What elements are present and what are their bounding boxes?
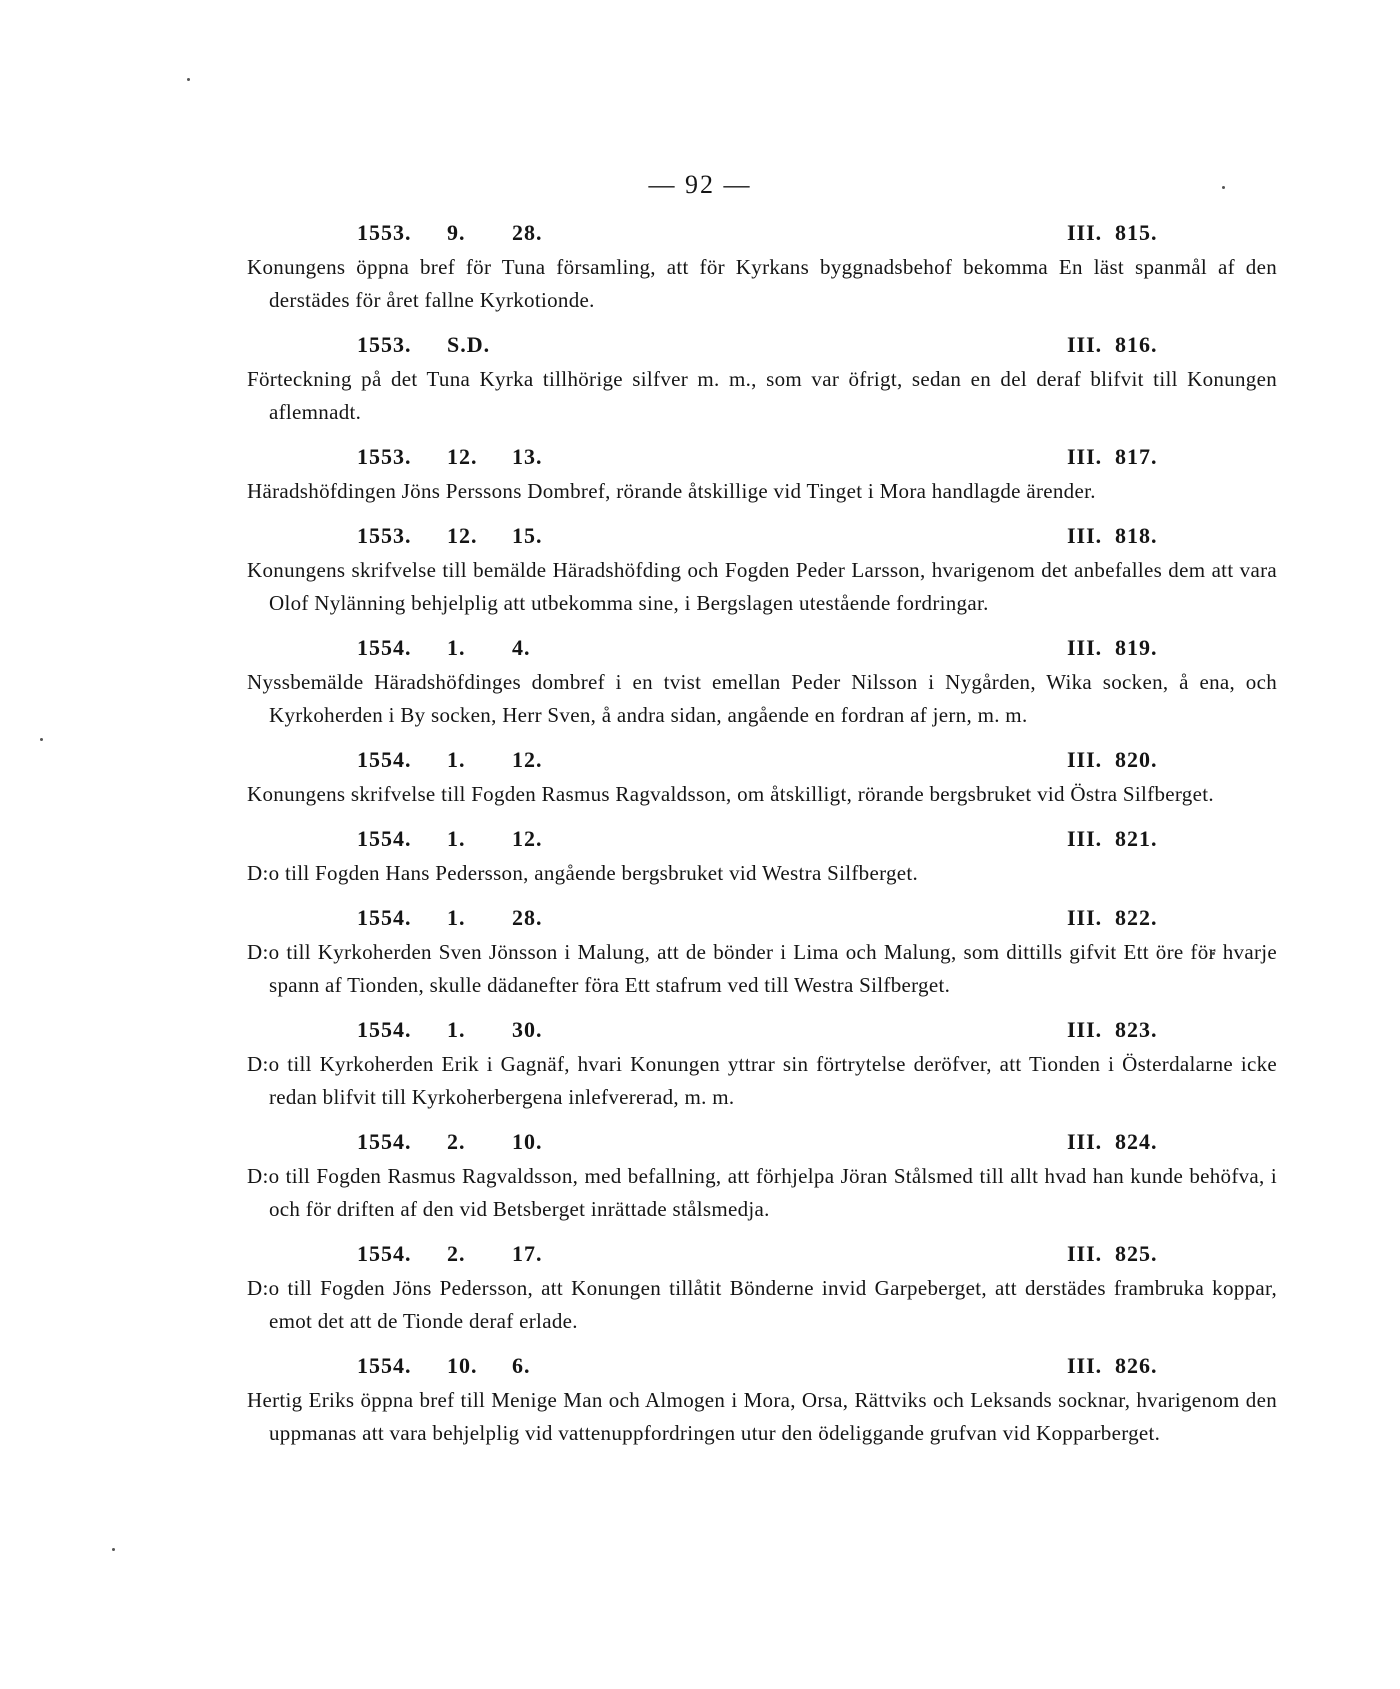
entry-reference (247, 218, 1277, 251)
entry-day: 13. (512, 444, 543, 469)
entry-volume: III. (1067, 1353, 1103, 1378)
entry-volume: III. (1067, 1129, 1103, 1154)
entry (247, 1239, 1277, 1338)
entry-text (247, 1384, 1277, 1450)
entry-number: 817. (1115, 444, 1158, 469)
entry-volume: III. (1067, 747, 1103, 772)
scan-speck (187, 78, 190, 81)
entry-text (247, 475, 1277, 508)
entry-year: 1554. (357, 635, 412, 660)
entry-year: 1554. (357, 905, 412, 930)
entry-day: 28. (512, 220, 543, 245)
entry-volume: III. (1067, 332, 1103, 357)
entry-text (247, 1160, 1277, 1226)
entry-month: 1. (447, 635, 466, 660)
entry-month: 2. (447, 1241, 466, 1266)
entry (247, 1127, 1277, 1226)
entry-text (247, 857, 1277, 890)
entry-number: 824. (1115, 1129, 1158, 1154)
entry-year: 1553. (357, 523, 412, 548)
entry-reference (247, 442, 1277, 475)
entry-text-content: Häradshöfdingen Jöns Perssons Dombref, rörande åtskillige vid Tinget i Mora handlagde ärender. (247, 479, 1096, 503)
entry-reference (247, 521, 1277, 554)
entry-day: 12. (512, 826, 543, 851)
entry-month: 1. (447, 905, 466, 930)
entry-volume: III. (1067, 635, 1103, 660)
entry-reference (247, 1015, 1277, 1048)
entry-number: 819. (1115, 635, 1158, 660)
entry-day: 10. (512, 1129, 543, 1154)
entry-text-content: Nyssbemälde Häradshöfdinges dombref i en tvist emellan Peder Nilsson i Nygården, Wika socken, å ena, och Kyrkoherden i By socken, Herr Sven, å andra sidan, angående en fordran af jern, m. m. (247, 670, 1277, 727)
entry (247, 824, 1277, 890)
entry (247, 1351, 1277, 1450)
entry-year: 1553. (357, 220, 412, 245)
entry-day: 30. (512, 1017, 543, 1042)
entry-year: 1553. (357, 444, 412, 469)
entry-month: 9. (447, 220, 466, 245)
entry-volume: III. (1067, 444, 1103, 469)
entry-year: 1554. (357, 1129, 412, 1154)
entry-reference (247, 745, 1277, 778)
entry-text-content: D:o till Fogden Rasmus Ragvaldsson, med befallning, att förhjelpa Jöran Stålsmed till allt hvad han kunde behöfva, i och för driften af den vid Betsberget inrättade stålsmedja. (247, 1164, 1277, 1221)
entry-volume: III. (1067, 220, 1103, 245)
entry (247, 745, 1277, 811)
entry-reference (247, 1351, 1277, 1384)
page-number: — 92 — (648, 170, 752, 199)
entry-reference (247, 1127, 1277, 1160)
entry-text (247, 936, 1277, 1002)
entry-text-content: D:o till Fogden Hans Pedersson, angående bergsbruket vid Westra Silfberget. (247, 861, 919, 885)
entry-number: 815. (1115, 220, 1158, 245)
entry-year: 1554. (357, 1017, 412, 1042)
entry-reference (247, 903, 1277, 936)
entry-day: 6. (512, 1353, 531, 1378)
entry (247, 218, 1277, 317)
entry-text-content: Konungens öppna bref för Tuna församling, att för Kyrkans byggnadsbehof bekomma En läst spanmål af den derstädes för året fallne Kyrkotionde. (247, 255, 1277, 312)
entry-volume: III. (1067, 826, 1103, 851)
entry-month: 1. (447, 1017, 466, 1042)
entry-day: 28. (512, 905, 543, 930)
entry (247, 633, 1277, 732)
entry-reference (247, 633, 1277, 666)
scan-speck (40, 738, 43, 741)
entry (247, 903, 1277, 1002)
entry (247, 442, 1277, 508)
entry-volume: III. (1067, 523, 1103, 548)
entry-day: 17. (512, 1241, 543, 1266)
entry-number: 820. (1115, 747, 1158, 772)
entry-text (247, 1272, 1277, 1338)
entry-reference (247, 824, 1277, 857)
entry-text (247, 778, 1277, 811)
entry (247, 330, 1277, 429)
entry-number: 822. (1115, 905, 1158, 930)
entry-month: 12. (447, 523, 478, 548)
entry-number: 818. (1115, 523, 1158, 548)
entry (247, 521, 1277, 620)
entry-year: 1554. (357, 1241, 412, 1266)
entry-text-content: D:o till Fogden Jöns Pedersson, att Konungen tillåtit Bönderne invid Garpeberget, att derstädes frambruka koppar, emot det att de Tionde deraf erlade. (247, 1276, 1277, 1333)
entry-text-content: Hertig Eriks öppna bref till Menige Man och Almogen i Mora, Orsa, Rättviks och Leksands socknar, hvarigenom den uppmanas att vara behjelplig vid vattenuppfordringen utur den ödeliggande grufvan vid Kopparberget. (247, 1388, 1277, 1445)
entry-year: 1553. (357, 332, 412, 357)
entry-reference (247, 1239, 1277, 1272)
entry-month: 2. (447, 1129, 466, 1154)
entry-number: 816. (1115, 332, 1158, 357)
entry-text (247, 251, 1277, 317)
entry-text (247, 554, 1277, 620)
entry-volume: III. (1067, 905, 1103, 930)
entry-text-content: D:o till Kyrkoherden Sven Jönsson i Malung, att de bönder i Lima och Malung, som dittills gifvit Ett öre för hvarje spann af Tionden, skulle dädanefter föra Ett stafrum ved till Westra Silfberget. (247, 940, 1277, 997)
entry-day: 12. (512, 747, 543, 772)
entry-text (247, 1048, 1277, 1114)
entry-year: 1554. (357, 1353, 412, 1378)
entry-text-content: D:o till Kyrkoherden Erik i Gagnäf, hvari Konungen yttrar sin förtrytelse deröfver, att Tionden i Österdalarne icke redan blifvit till Kyrkoherbergena inlefvererad, m. m. (247, 1052, 1277, 1109)
entry-reference (247, 330, 1277, 363)
entry-year: 1554. (357, 747, 412, 772)
entry-day: 15. (512, 523, 543, 548)
scan-speck (1222, 186, 1225, 189)
entry-number: 826. (1115, 1353, 1158, 1378)
entry-day: 4. (512, 635, 531, 660)
entry-text-content: Förteckning på det Tuna Kyrka tillhörige silfver m. m., som var öfrigt, sedan en del deraf blifvit till Konungen aflemnadt. (247, 367, 1277, 424)
entry-volume: III. (1067, 1241, 1103, 1266)
entry-list (247, 218, 1277, 1463)
entry-text (247, 666, 1277, 732)
entry-text-content: Konungens skrifvelse till Fogden Rasmus Ragvaldsson, om åtskilligt, rörande bergsbruket vid Östra Silfberget. (247, 782, 1214, 806)
entry-month: 1. (447, 747, 466, 772)
entry-month: S.D. (447, 332, 491, 357)
entry-month: 12. (447, 444, 478, 469)
entry-month: 1. (447, 826, 466, 851)
entry-text-content: Konungens skrifvelse till bemälde Häradshöfding och Fogden Peder Larsson, hvarigenom det anbefalles dem att vara Olof Nylänning behjelplig att utbekomma sine, i Bergslagen utestående fordringar. (247, 558, 1277, 615)
entry (247, 1015, 1277, 1114)
entry-text (247, 363, 1277, 429)
entry-month: 10. (447, 1353, 478, 1378)
entry-number: 821. (1115, 826, 1158, 851)
entry-year: 1554. (357, 826, 412, 851)
scan-speck (112, 1548, 115, 1551)
entry-number: 825. (1115, 1241, 1158, 1266)
entry-number: 823. (1115, 1017, 1158, 1042)
entry-volume: III. (1067, 1017, 1103, 1042)
